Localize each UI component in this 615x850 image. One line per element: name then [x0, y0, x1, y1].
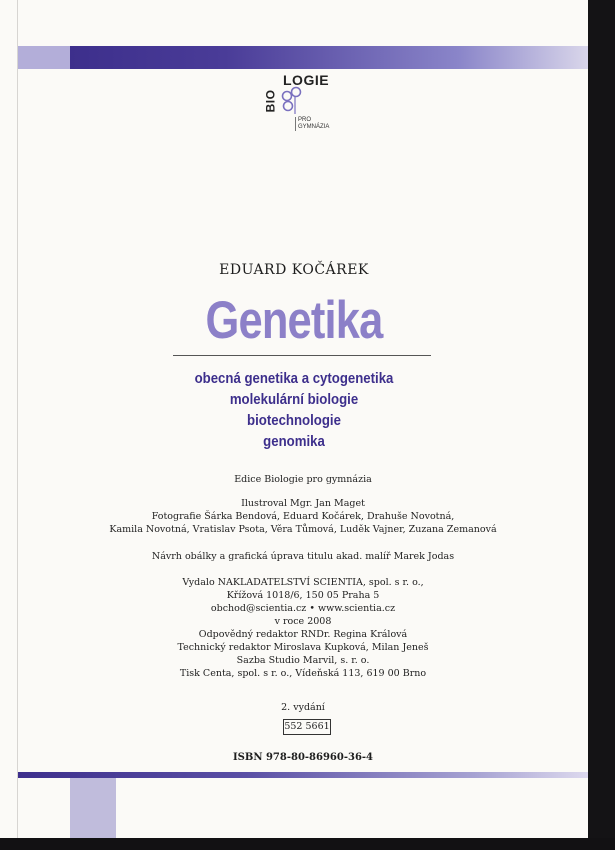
typesetting-credit: Sazba Studio Marvil, s. r. o.	[236, 655, 370, 666]
author-name: EDUARD KOČÁREK	[219, 262, 369, 278]
subtitle-line: genomika	[263, 433, 325, 450]
publisher-address: Křížová 1018/6, 150 05 Praha 5	[226, 590, 380, 601]
logo-series-line1: PRO	[298, 117, 312, 123]
book-title: Genetika	[205, 291, 383, 350]
top-band-light-segment	[18, 46, 70, 69]
subtitle-line: molekulární biologie	[229, 391, 359, 408]
credits-block	[0, 497, 606, 536]
printing-credit: Tisk Centa, spol. s r. o., Vídeňská 113, 619 00 Brno	[179, 668, 427, 679]
subtitle-list	[0, 368, 588, 452]
photo-credit-line2: Kamila Novotná, Vratislav Psota, Věra Tůmová, Luděk Vajner, Zuzana Zemanová	[109, 524, 497, 535]
title-divider	[173, 355, 431, 356]
isbn: ISBN 978-80-86960-36-4	[232, 752, 374, 763]
logo-series-line2: GYMNÁZIA	[298, 124, 330, 130]
logo-top-word: LOGIE	[283, 72, 330, 88]
edition-number: 2. vydání	[281, 702, 325, 713]
responsible-editor: Odpovědný redaktor RNDr. Regina Králová	[198, 629, 408, 640]
bottom-color-block	[70, 778, 116, 840]
publication-year: v roce 2008	[274, 616, 332, 627]
logo-side-word: BIO	[263, 89, 278, 113]
subtitle-line: biotechnologie	[247, 412, 341, 429]
logo-series-label	[295, 117, 329, 131]
publisher-name: Vydalo NAKLADATELSTVÍ SCIENTIA, spol. s r. o.,	[182, 577, 424, 588]
subtitle-line: obecná genetika a cytogenetika	[194, 370, 394, 387]
photo-credit-line1: Fotografie Šárka Bendová, Eduard Kočárek, Drahuše Novotná,	[151, 511, 455, 522]
technical-editors: Technický redaktor Miroslava Kupková, Milan Jeneš	[177, 642, 429, 653]
cover-design-credit: Návrh obálky a grafická úprava titulu akad. malíř Marek Jodas	[151, 551, 455, 562]
book-edge-shadow	[588, 0, 615, 850]
catalog-number-box: 552 5661	[283, 719, 331, 735]
top-color-band	[18, 46, 588, 69]
top-band-gradient-segment	[70, 46, 588, 69]
publisher-contact: obchod@scientia.cz • www.scientia.cz	[210, 603, 396, 614]
publisher-block	[0, 576, 606, 680]
edition-series: Edice Biologie pro gymnázia	[234, 474, 372, 485]
illustrator-credit: Ilustroval Mgr. Jan Maget	[241, 498, 365, 509]
biologie-series-logo	[263, 72, 348, 138]
book-bottom-shadow	[0, 838, 615, 850]
